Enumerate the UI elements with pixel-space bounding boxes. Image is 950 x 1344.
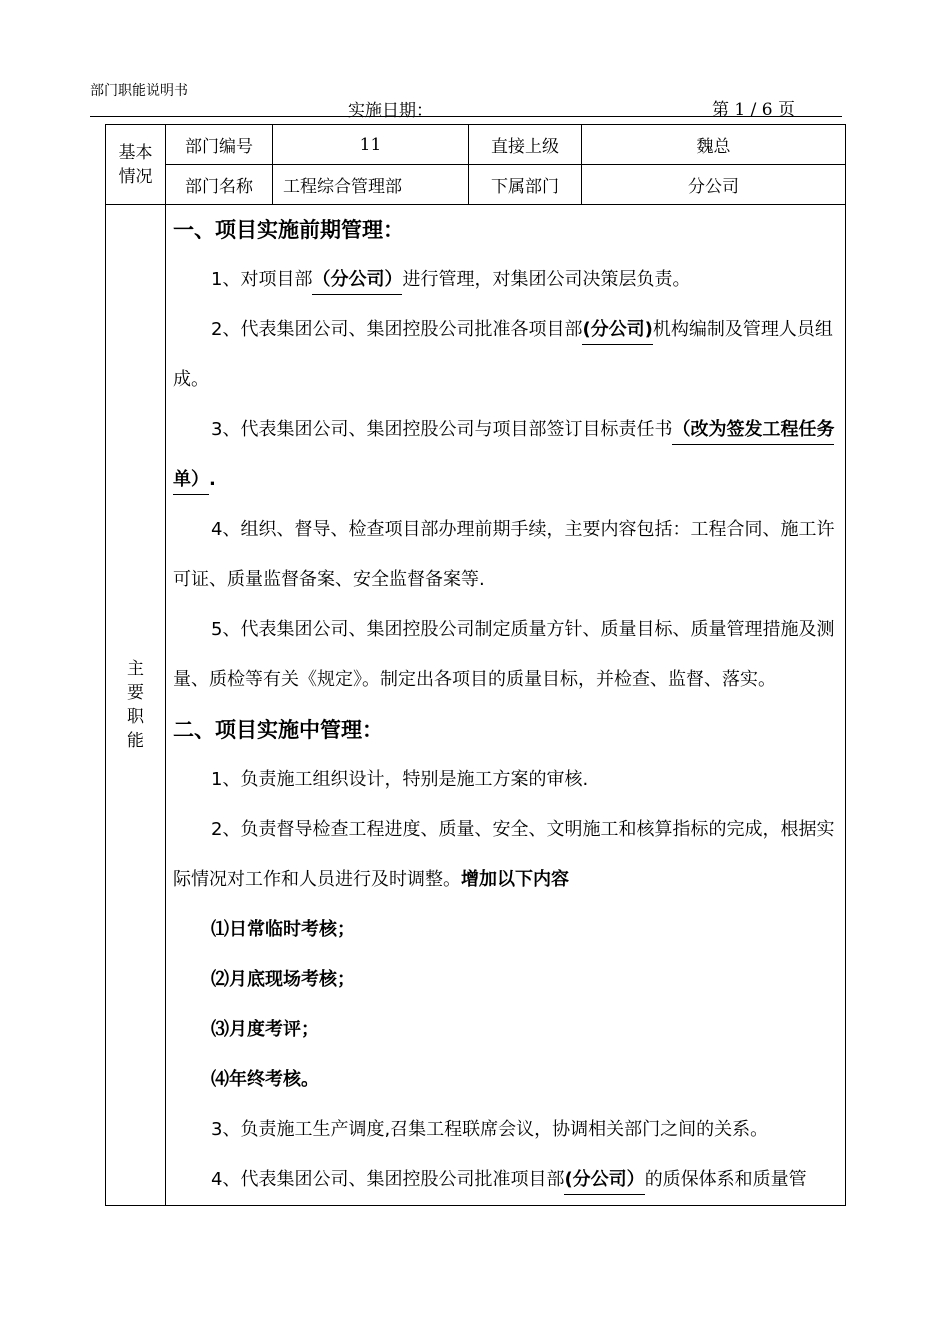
direct-superior-label: 直接上级 xyxy=(469,125,582,165)
duty-item-1-5: 5、代表集团公司、集团控股公司制定质量方针、质量目标、质量管理措施及测量、质检等有关《规定》。制定出各项目的质量目标，并检查、监督、落实。 xyxy=(173,619,835,690)
page-suffix: 页 xyxy=(777,100,795,120)
section-heading-pre-implementation: 一、项目实施前期管理： xyxy=(173,218,404,242)
duty-text: 2、代表集团公司、集团控股公司批准各项目部 xyxy=(211,319,583,340)
duty-item-2-4 xyxy=(173,1155,845,1205)
section-heading-in-implementation: 二、项目实施中管理： xyxy=(173,718,383,742)
duty-item-2-3: 3、负责施工生产调度,召集工程联席会议，协调相关部门之间的关系。 xyxy=(211,1119,769,1140)
duty-item-1-4: 4、组织、督导、检查项目部办理前期手续，主要内容包括：工程合同、施工许可证、质量监督备案、安全监督备案等. xyxy=(173,519,835,590)
duty-text: 4、代表集团公司、集团控股公司批准项目部 xyxy=(211,1169,565,1190)
dept-name-value: 工程综合管理部 xyxy=(273,165,469,205)
duty-text: 2、负责督导检查工程进度、质量、安全、文明施工和核算指标的完成，根据实际情况对工作和人员进行及时调整。 xyxy=(173,819,835,890)
basic-info-label-line1: 基本 xyxy=(118,142,153,163)
implementation-date-label: 实施日期： xyxy=(348,101,433,121)
basic-info-label xyxy=(106,125,166,205)
subordinate-dept-value: 分公司 xyxy=(582,165,846,205)
dept-number-label: 部门编号 xyxy=(166,125,273,165)
main-duties-label xyxy=(106,205,166,1206)
duty-text: . xyxy=(209,469,216,490)
main-duties-char-4: 能 xyxy=(127,731,144,751)
main-duties-char-2: 要 xyxy=(127,683,144,703)
page-prefix: 第 xyxy=(712,100,729,120)
sub-item-2: ⑵月底现场考核； xyxy=(211,969,355,990)
underlined-insert: (分公司) xyxy=(582,319,652,345)
main-duties-content xyxy=(166,205,846,1206)
page-current-total: 1 / 6 xyxy=(729,100,778,120)
duty-item-1-3 xyxy=(173,405,845,505)
header-rule xyxy=(90,116,842,117)
duty-item-1-2 xyxy=(173,305,845,405)
duty-item-2-2 xyxy=(173,805,845,905)
dept-number-value: 11 xyxy=(273,125,469,165)
main-duties-char-3: 职 xyxy=(127,707,144,727)
sub-item-3: ⑶月度考评； xyxy=(211,1019,319,1040)
duty-text: 3、代表集团公司、集团控股公司与项目部签订目标责任书 xyxy=(211,419,673,440)
underlined-insert: （分公司） xyxy=(312,269,402,295)
duty-text: 1、对项目部 xyxy=(211,269,313,290)
document-title: 部门职能说明书 xyxy=(90,83,188,99)
duty-text: 进行管理，对集团公司决策层负责。 xyxy=(402,269,691,290)
dept-name-label: 部门名称 xyxy=(166,165,273,205)
department-table xyxy=(105,124,846,1206)
duty-item-1-1 xyxy=(173,255,845,305)
sub-item-4: ⑷年终考核。 xyxy=(211,1069,319,1090)
added-content-note: 增加以下内容 xyxy=(461,869,569,890)
underlined-insert: (分公司） xyxy=(564,1169,644,1195)
direct-superior-value: 魏总 xyxy=(582,125,846,165)
duty-text: 的质保体系和质量管 xyxy=(644,1169,807,1190)
subordinate-dept-label: 下属部门 xyxy=(469,165,582,205)
basic-info-label-line2: 情况 xyxy=(118,166,153,187)
underlined-insert: （改为签发工程任务单） xyxy=(173,419,834,495)
duty-item-2-1: 1、负责施工组织设计，特别是施工方案的审核. xyxy=(211,769,589,790)
sub-item-1: ⑴日常临时考核； xyxy=(211,919,355,940)
main-duties-char-1: 主 xyxy=(127,659,144,679)
duty-text: 机构编制及管理人员组成。 xyxy=(173,319,833,390)
